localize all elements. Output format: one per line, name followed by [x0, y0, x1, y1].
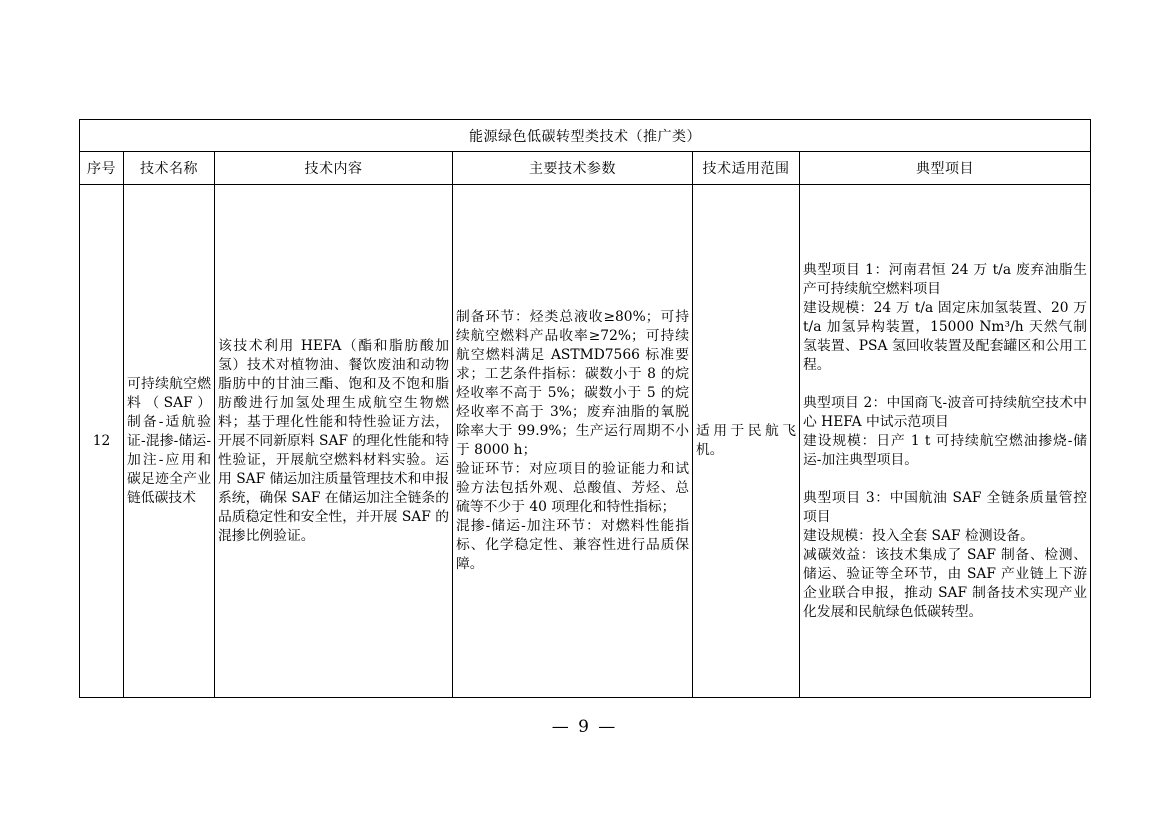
header-technology-name: 技术名称: [124, 152, 215, 185]
project-carbon-benefit: 减碳效益：该技术集成了 SAF 制备、检测、储运、验证等全环节，由 SAF 产业链上下游企业联合申报，推动 SAF 制备技术实现产业化发展和民航绿色低碳转型。: [803, 546, 1088, 620]
header-serial-number: 序号: [80, 152, 124, 185]
table-title-row: [80, 120, 1091, 152]
typical-project-1: [803, 261, 1087, 375]
cell-serial-number: 12: [80, 185, 124, 698]
cell-technology-name: 可持续航空燃料（SAF）制备-适航验证-混掺-储运-加注-应用和碳足迹全产业链低碳技术: [124, 185, 215, 698]
cell-main-parameters: [453, 185, 693, 698]
table-header-row: [80, 152, 1091, 185]
cell-application-scope: 适用于民航飞机。: [693, 185, 800, 698]
header-typical-projects: 典型项目: [800, 152, 1091, 185]
page-number: — 9 —: [551, 717, 618, 737]
table-title: 能源绿色低碳转型类技术（推广类）: [80, 120, 1091, 152]
project-scale: 建设规模：24 万 t/a 固定床加氢装置、20 万 t/a 加氢异构装置，15000 Nm³/h 天然气制氢装置、PSA 氢回收装置及配套罐区和公用工程。: [803, 299, 1088, 373]
table-row: [80, 185, 1091, 698]
param-blending-storage-refueling: 混掺-储运-加注环节：对燃料性能指标、化学稳定性、兼容性进行品质保障。: [456, 518, 689, 572]
project-scale: 建设规模：投入全套 SAF 检测设备。: [803, 527, 1034, 544]
project-title: 典型项目 3：中国航油 SAF 全链条质量管控项目: [803, 489, 1088, 525]
param-preparation: 制备环节：烃类总液收≥80%；可持续航空燃料产品收率≥72%；可持续航空燃料满足 ASTMD7566 标准要求；工艺条件指标：碳数小于 8 的烷烃收率不高于 5%；碳数小于 5 的烷烃收率不高于 3%；废弃油脂的氧脱除率大于 99.9%；生产运行周期不小于 8000 h；: [456, 309, 689, 458]
project-scale: 建设规模：日产 1 t 可持续航空燃油掺烧-储运-加注典型项目。: [803, 432, 1088, 468]
header-technology-content: 技术内容: [215, 152, 453, 185]
cell-typical-projects: [800, 185, 1091, 698]
typical-project-2: [803, 394, 1087, 470]
typical-project-3: [803, 489, 1087, 622]
project-title: 典型项目 2：中国商飞-波音可持续航空技术中心 HEFA 中试示范项目: [803, 394, 1088, 430]
technology-table: [79, 119, 1091, 698]
project-title: 典型项目 1：河南君恒 24 万 t/a 废弃油脂生产可持续航空燃料项目: [803, 261, 1088, 297]
header-main-parameters: 主要技术参数: [453, 152, 693, 185]
header-application-scope: 技术适用范围: [693, 152, 800, 185]
cell-technology-content: 该技术利用 HEFA（酯和脂肪酸加氢）技术对植物油、餐饮废油和动物脂肪中的甘油三酯、饱和及不饱和脂肪酸进行加氢处理生成航空生物燃料；基于理化性能和特性验证方法，开展不同新原料 SAF 的理化性能和特性验证，开展航空燃料材料实验。运用 SAF 储运加注质量管理技术和申报系统，确保 SAF 在储运加注全链条的品质稳定性和安全性，并开展 SAF 的混掺比例验证。: [215, 185, 453, 698]
param-verification: 验证环节：对应项目的验证能力和试验方法包括外观、总酸值、芳烃、总硫等不少于 40 项理化和特性指标；: [456, 461, 689, 515]
